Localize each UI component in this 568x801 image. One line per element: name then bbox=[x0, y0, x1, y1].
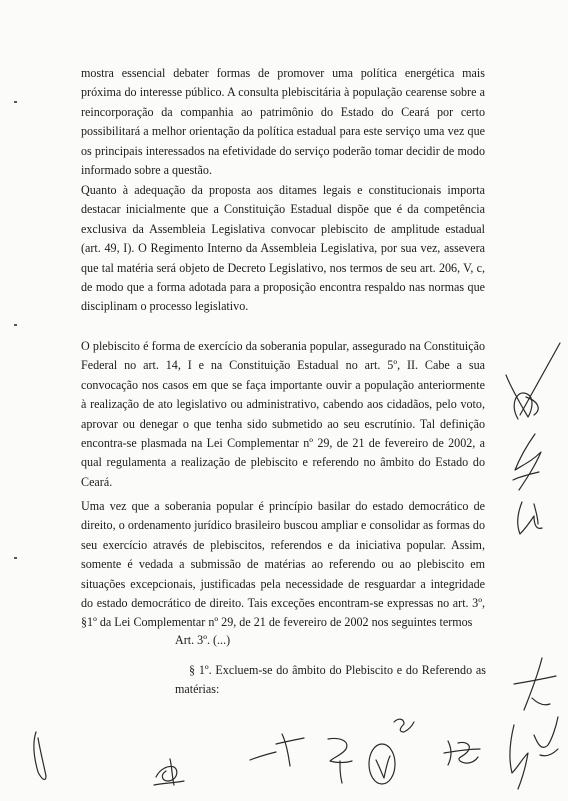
paragraph-1: mostra essencial debater formas de promover uma política energética mais próxima do interesse público. A consulta plebiscitária à população cearense sobre a reincorporação da companhia ao patrimônio do Estado do Ceará por certo possibilitará a melhor orientação da política estadual para este serviço uma vez que os principais interessados na efetividade do serviço poderão tomar decidir de modo informado sobre a questão. bbox=[81, 66, 485, 178]
rubric-signature-9 bbox=[322, 733, 358, 785]
paragraph-2: Quanto à adequação da proposta aos ditames legais e constitucionais importa destacar inicialmente que a Constituição Estadual dispõe que é da competência exclusiva da Assembleia Legislativa convocar plebiscito de amplitude estadual (art. 49, I). O Regimento Interno da Assembleia Legislativa, por sua vez, assevera que tal matéria será objeto de Decreto Legislativo, nos termos de seu art. 206, V, c, de modo que a forma adotada para a proposição encontra respaldo nas normas que disciplinam o processo legislativo. bbox=[81, 183, 485, 314]
rubric-signature-2 bbox=[505, 430, 550, 500]
rubric-signature-7 bbox=[150, 755, 186, 789]
rubric-signature-8 bbox=[246, 730, 308, 772]
rubric-signature-3 bbox=[512, 498, 547, 540]
rubric-signature-1 bbox=[498, 335, 568, 445]
rubric-signature-10 bbox=[360, 712, 416, 790]
rubric-signature-11 bbox=[440, 735, 484, 771]
margin-mark bbox=[14, 101, 17, 103]
quote-paragraph: § 1º. Excluem-se do âmbito do Plebiscito e do Referendo as matérias: bbox=[175, 663, 486, 697]
margin-mark bbox=[14, 324, 17, 326]
quote-article: Art. 3º. (...) bbox=[175, 633, 231, 647]
rubric-signature-6 bbox=[28, 728, 50, 786]
paragraph-3: O plebiscito é forma de exercício da soberania popular, assegurado na Constituição Federal no art. 14, I e na Constituição Estadual no art. 5º, II. Cabe a sua convocação nos casos em que se faça importante ouvir a população anteriormente à realização de ato legislativo ou administrativo, cabendo aos cidadãos, pelo voto, aprovar ou denegar o que tenha sido submetido ao seu escrutínio. Tal definição encontra-se plasmada na Lei Complementar nº 29, de 21 de fevereiro de 2002, a qual regulamenta a realização de plebiscito e referendo no âmbito do Estado do Ceará. bbox=[81, 339, 485, 489]
rubric-signature-5 bbox=[500, 705, 565, 795]
paragraph-4: Uma vez que a soberania popular é princípio basilar do estado democrático de direito, o ordenamento jurídico brasileiro buscou ampliar e consolidar as formas do seu exercício através de plebiscitos, referendos e da iniciativa popular. Assim, somente é vedada a submissão de matérias ao referendo ou ao plebiscito em situações excepcionais, justificadas pela necessidade de resguardar a integridade do estado democrático de direito. Tais exceções encontram-se expressas no art. 3º, §1º da Lei Complementar nº 29, de 21 de fevereiro de 2002 nos seguintes termos bbox=[81, 499, 485, 630]
margin-mark bbox=[14, 557, 17, 559]
